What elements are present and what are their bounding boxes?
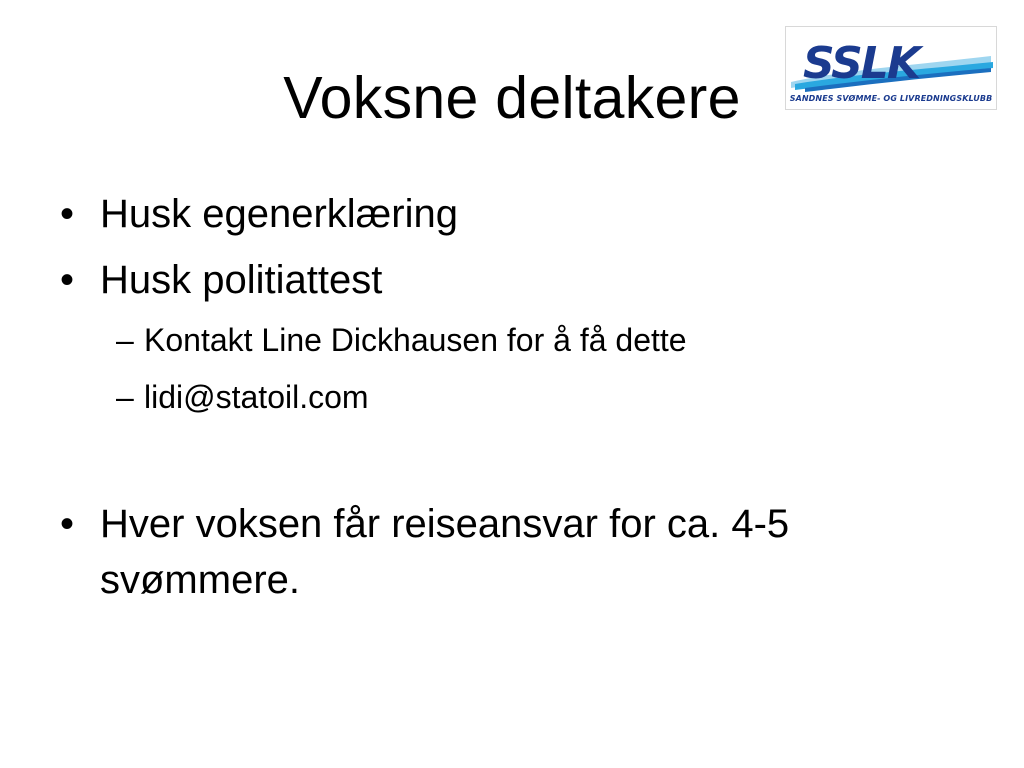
sub-bullet-text: Kontakt Line Dickhausen for å få dette bbox=[144, 322, 687, 358]
bullet-marker: • bbox=[60, 258, 75, 302]
bullet-marker: • bbox=[60, 192, 75, 236]
logo-caption: SANDNES SVØMME- OG LIVREDNINGSKLUBB bbox=[789, 94, 993, 103]
bullet-marker: • bbox=[60, 502, 75, 546]
sslk-logo bbox=[785, 26, 997, 110]
dash-marker: – bbox=[116, 322, 134, 358]
email-text: lidi@statoil.com bbox=[144, 379, 369, 415]
bullet-text-line-1: Hver voksen får reiseansvar for ca. 4-5 bbox=[100, 502, 790, 546]
dash-marker: – bbox=[116, 379, 134, 415]
bullet-text: Husk egenerklæring bbox=[100, 192, 458, 236]
bullet-text-line-2: svømmere. bbox=[100, 558, 300, 602]
logo-wordmark: SSLK bbox=[803, 38, 919, 89]
bullet-text: Husk politiattest bbox=[100, 258, 383, 302]
slide-title: Voksne deltakere bbox=[283, 65, 741, 131]
